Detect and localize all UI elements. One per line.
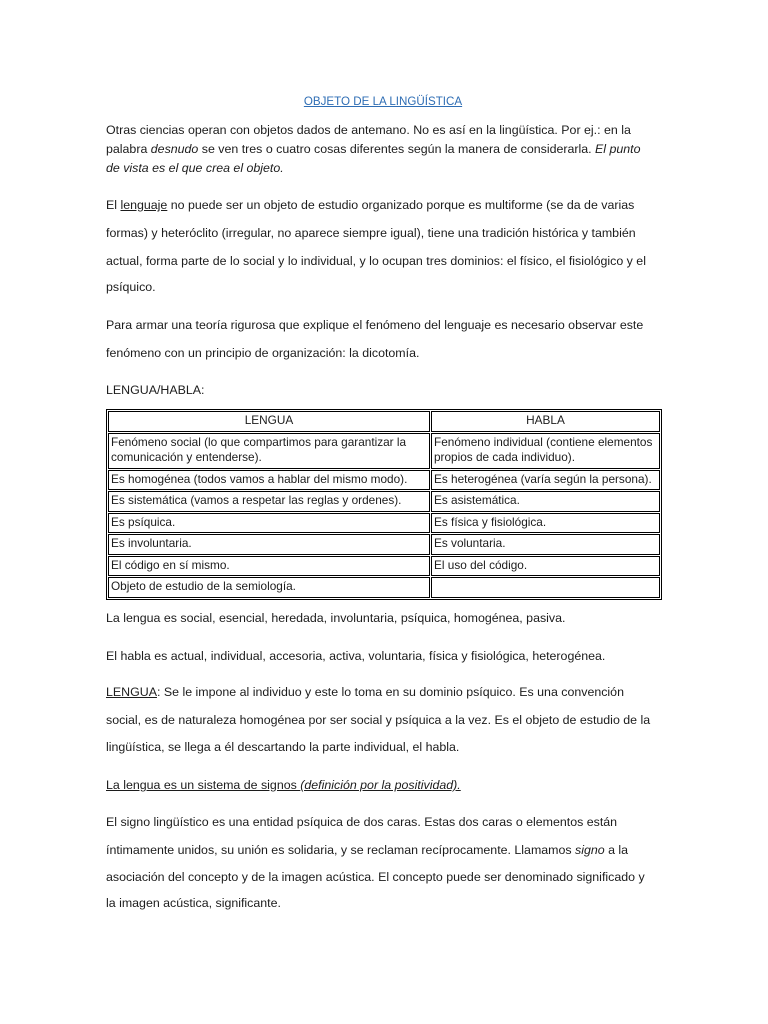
table-cell-lengua: Objeto de estudio de la semiología. bbox=[108, 577, 430, 598]
table-cell-lengua: Es sistemática (vamos a respetar las reglas y ordenes). bbox=[108, 491, 430, 512]
table-row bbox=[108, 556, 660, 577]
table-heading: LENGUA/HABLA: bbox=[106, 383, 205, 397]
intro-line-1: Otras ciencias operan con objetos dados de antemano. No es así en la lingüística. Por ej.: en la bbox=[106, 123, 631, 137]
example-word: desnudo bbox=[150, 142, 199, 156]
table-cell-lengua: Es homogénea (todos vamos a hablar del mismo modo). bbox=[108, 470, 430, 491]
signo-line-2 bbox=[106, 842, 628, 858]
signo-line-1: El signo lingüístico es una entidad psíquica de dos caras. Estas dos caras o elementos están bbox=[106, 815, 618, 829]
lengua-summary: La lengua es social, esencial, heredada, involuntaria, psíquica, homogénea, pasiva. bbox=[106, 611, 566, 625]
table-cell-habla: Es voluntaria. bbox=[431, 534, 660, 555]
lenguaje-line-3: actual, forma parte de lo social y lo individual, y lo ocupan tres dominios: el físico, el fisiológico y el bbox=[106, 254, 646, 268]
dicotomia-line-1: Para armar una teoría rigurosa que explique el fenómeno del lenguaje es necesario observar este bbox=[106, 318, 644, 332]
lenguaje-text: no puede ser un objeto de estudio organizado porque es multiforme (se da de varias bbox=[167, 198, 635, 212]
column-header-lengua: LENGUA bbox=[108, 411, 430, 432]
table-cell-habla: Fenómeno individual (contiene elementos propios de cada individuo). bbox=[431, 433, 660, 469]
intro-line-2 bbox=[106, 141, 641, 157]
lengua-definition-line-2: social, es de naturaleza homogénea por ser social y psíquica a la vez. Es el objeto de estudio de la bbox=[106, 713, 651, 727]
sistema-heading bbox=[106, 777, 461, 793]
table-row bbox=[108, 534, 660, 555]
lenguaje-line-1 bbox=[106, 197, 634, 213]
intro-line-3: de vista es el que crea el objeto. bbox=[106, 161, 284, 175]
term-lengua: LENGUA bbox=[106, 685, 157, 699]
signo-text: íntimamente unidos, su unión es solidaria, y se reclaman recíprocamente. Llamamos bbox=[106, 843, 576, 857]
table-cell-lengua: Es involuntaria. bbox=[108, 534, 430, 555]
table-cell-habla: Es heterogénea (varía según la persona). bbox=[431, 470, 660, 491]
key-statement: El punto bbox=[595, 142, 641, 156]
signo-line-4: la imagen acústica, significante. bbox=[106, 896, 281, 910]
table-cell-lengua: Fenómeno social (lo que compartimos para garantizar la comunicación y entenderse). bbox=[108, 433, 430, 469]
signo-line-3: asociación del concepto y de la imagen acústica. El concepto puede ser denominado significado y bbox=[106, 870, 645, 884]
lengua-definition-line-3: lingüística, se llega a él descartando la parte individual, el habla. bbox=[106, 740, 460, 754]
table-cell-habla: Es física y fisiológica. bbox=[431, 513, 660, 534]
table-cell-habla: Es asistemática. bbox=[431, 491, 660, 512]
lengua-definition-line-1 bbox=[106, 684, 624, 700]
intro-text: palabra bbox=[106, 142, 151, 156]
table-row bbox=[108, 577, 660, 598]
table-cell-habla: El uso del código. bbox=[431, 556, 660, 577]
table-header-row bbox=[108, 411, 660, 432]
intro-text: se ven tres o cuatro cosas diferentes según la manera de considerarla. bbox=[198, 142, 596, 156]
table-cell-lengua: Es psíquica. bbox=[108, 513, 430, 534]
habla-summary: El habla es actual, individual, accesoria, activa, voluntaria, física y fisiológica, heterogénea. bbox=[106, 649, 606, 663]
term-lenguaje: lenguaje bbox=[120, 198, 168, 212]
column-header-habla: HABLA bbox=[431, 411, 660, 432]
lengua-definition-text: : Se le impone al individuo y este lo toma en su dominio psíquico. Es una convención bbox=[156, 685, 624, 699]
table-cell-habla bbox=[431, 577, 660, 598]
signo-text: a la bbox=[604, 843, 629, 857]
table-row bbox=[108, 470, 660, 491]
dicotomia-line-2: fenómeno con un principio de organización: la dicotomía. bbox=[106, 346, 420, 360]
lenguaje-line-2: formas) y heteróclito (irregular, no aparece siempre igual), tiene una tradición histórica y también bbox=[106, 226, 636, 240]
table-row bbox=[108, 513, 660, 534]
sistema-heading-note: (definición por la positividad). bbox=[300, 778, 461, 792]
page-title: OBJETO DE LA LINGÜÍSTICA bbox=[303, 95, 463, 108]
lenguaje-text: El bbox=[106, 198, 121, 212]
term-signo: signo bbox=[575, 843, 605, 857]
table-cell-lengua: El código en sí mismo. bbox=[108, 556, 430, 577]
sistema-heading-text: La lengua es un sistema de signos bbox=[106, 778, 301, 792]
table-row bbox=[108, 491, 660, 512]
table-row bbox=[108, 433, 660, 469]
lengua-habla-table bbox=[106, 409, 662, 600]
lenguaje-line-4: psíquico. bbox=[106, 280, 156, 294]
